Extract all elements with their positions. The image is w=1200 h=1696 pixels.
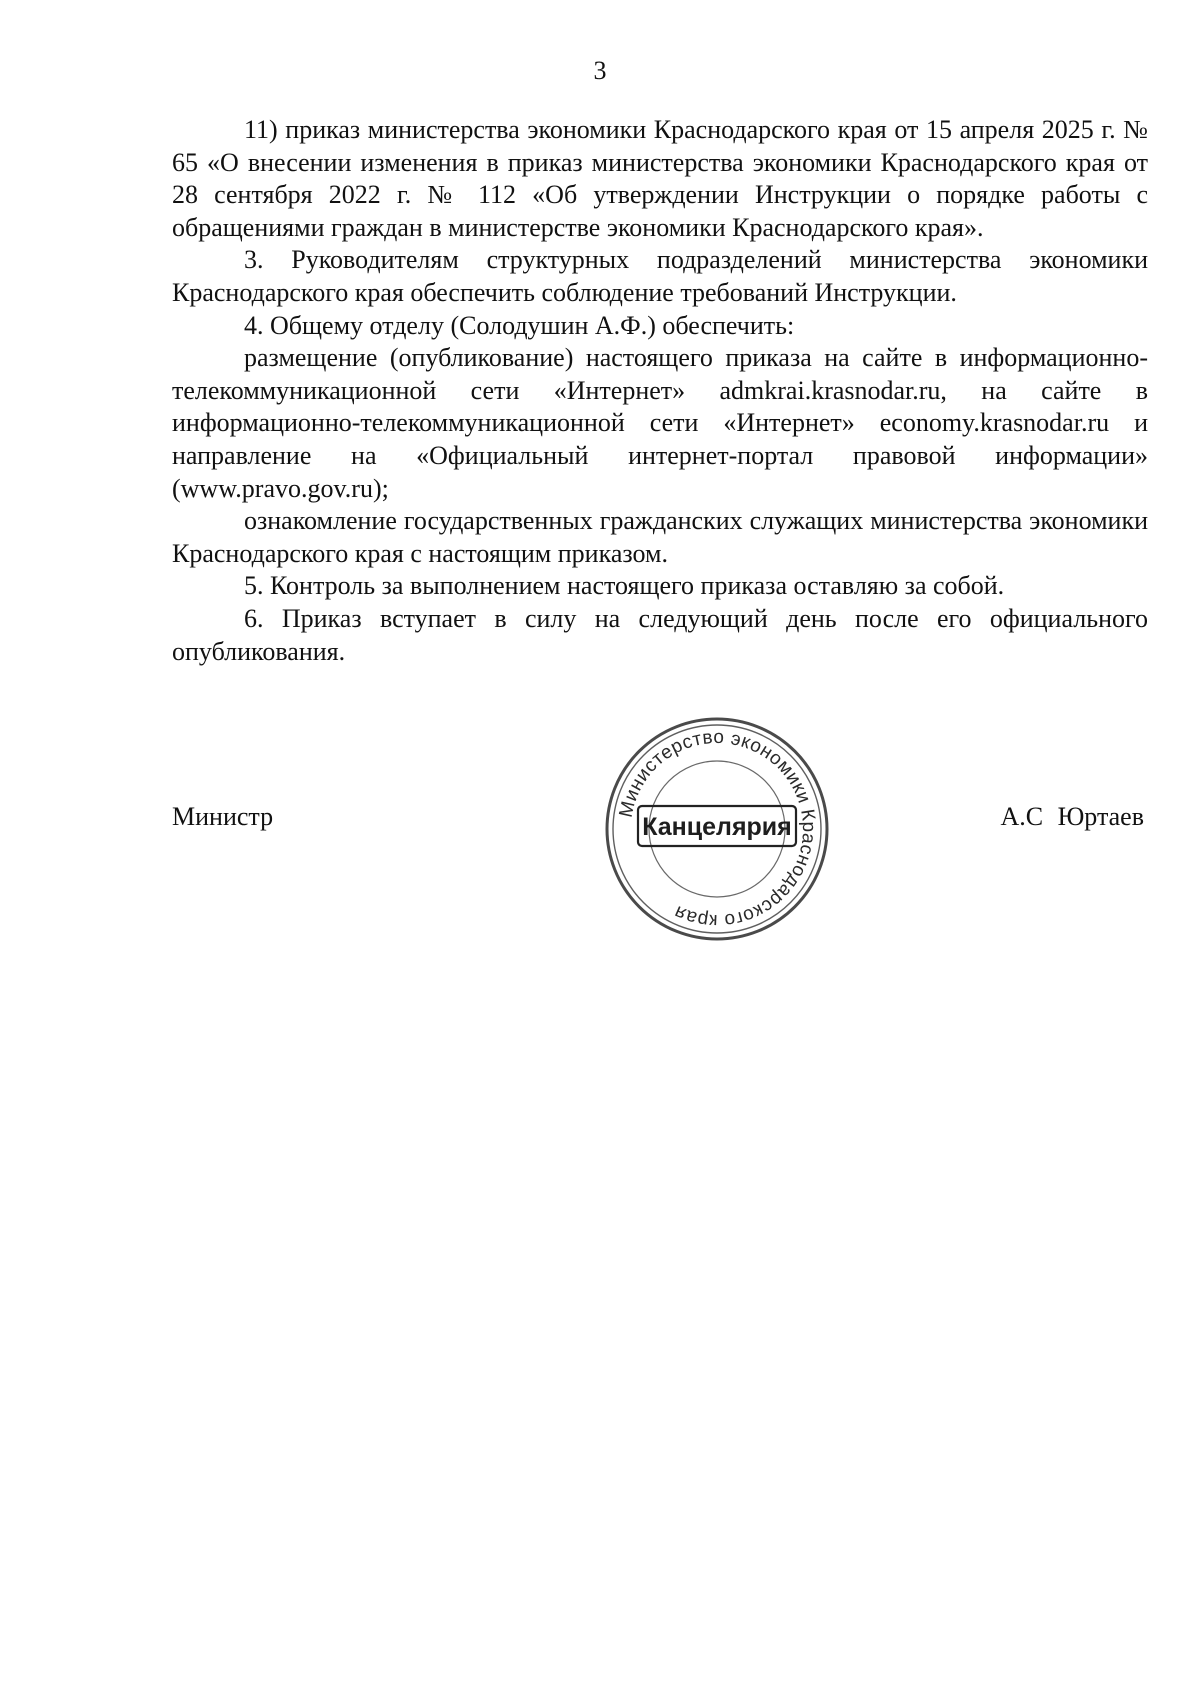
paragraph-item-4-familiarization: ознакомление государственных гражданских служащих министерства экономики Краснодарского края с настоящим приказом. (172, 506, 1148, 568)
paragraph-item-4-publication: размещение (опубликование) настоящего приказа на сайте в информационно-телекоммуникационной сети «Интернет» admkrai.krasnodar.ru, на сайте в информационно-телекоммуникационной сети «Интернет» economy.krasnodar.ru и направление на «Официальный интернет-портал правовой информации» (www.pravo.gov.ru); (172, 343, 1148, 503)
signatory-name: А.С Юртаев (1000, 802, 1144, 831)
stamp-center-text: Канцелярия (642, 813, 792, 841)
paragraph-item-6: 6. Приказ вступает в силу на следующий день после его официального опубликования. (172, 603, 1148, 666)
paragraph-item-5: 5. Контроль за выполнением настоящего приказа оставляю за собой. (244, 571, 1005, 601)
official-stamp-icon (600, 712, 834, 946)
paragraph-item-4: 4. Общему отделу (Солодушин А.Ф.) обеспечить: (244, 310, 795, 340)
stamp-ring-text: Министерство экономики Краснодарского края (615, 726, 820, 932)
paragraph-item-11: 11) приказ министерства экономики Краснодарского края от 15 апреля 2025 г. № 65 «О внесении изменения в приказ министерства экономики Краснодарского края от 28 сентября 2022 г. № 112 «Об утверждении Инструкции о порядке работы с обращениями граждан в министерстве экономики Краснодарского края». (172, 115, 1148, 242)
paragraph-item-3: 3. Руководителям структурных подразделений министерства экономики Краснодарского края обеспечить соблюдение требований Инструкции. (172, 245, 1148, 307)
page-number: 3 (593, 56, 607, 85)
signatory-title: Министр (172, 802, 274, 831)
document-body (172, 114, 1148, 668)
